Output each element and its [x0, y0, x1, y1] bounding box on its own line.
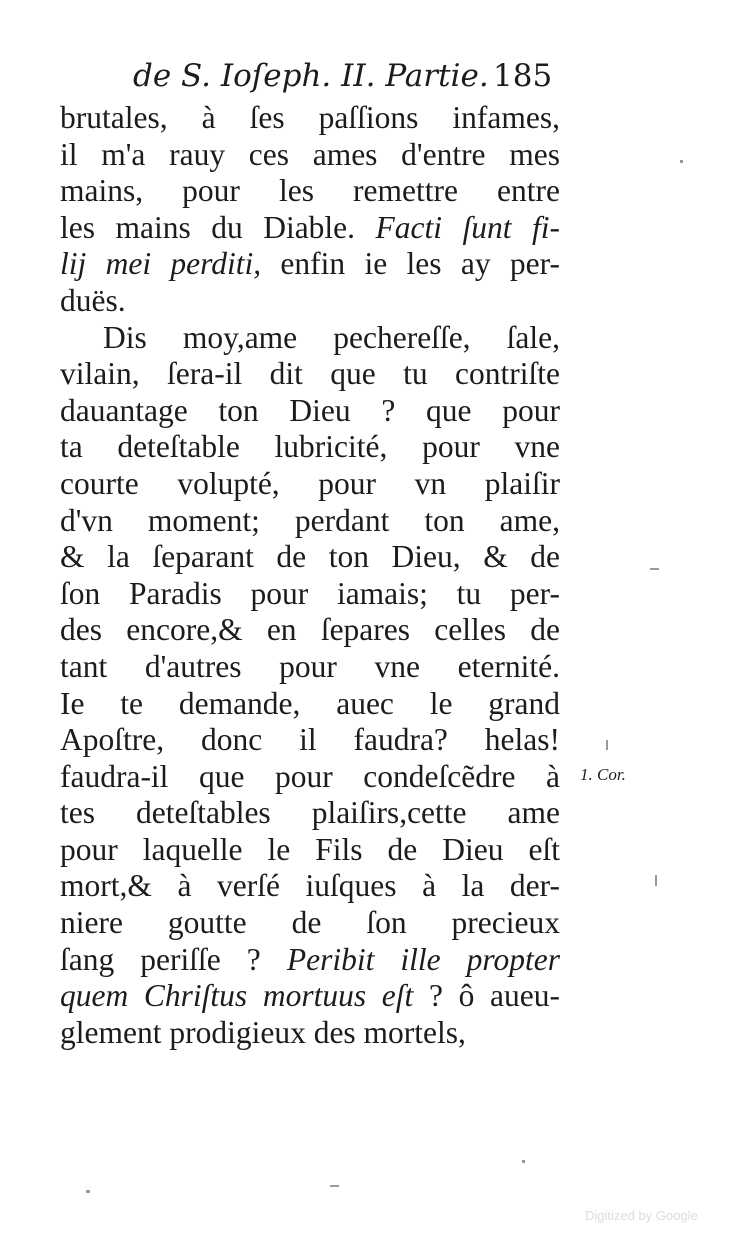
ink-speck: [680, 160, 683, 163]
text-line: [60, 283, 560, 320]
text-line: [60, 320, 560, 357]
text-segment: tes deteſtables plaiſirs,cette ame: [60, 795, 560, 831]
text-line: [60, 576, 560, 613]
text-segment: des encore,& en ſepares celles de: [60, 612, 560, 648]
text-segment: faudra-il que pour condeſcẽdre à: [60, 758, 560, 794]
text-line: [60, 649, 560, 686]
text-segment: pour laquelle le Fils de Dieu eſt: [60, 831, 560, 867]
text-line: [60, 393, 560, 430]
text-line: [60, 905, 560, 942]
text-segment: ſang periſſe ?: [60, 941, 287, 977]
text-segment: ? ô aueu-: [413, 978, 560, 1014]
text-line: [60, 246, 560, 283]
body-text: [60, 100, 560, 1051]
text-line: [60, 173, 560, 210]
text-line: [60, 356, 560, 393]
text-segment: courte volupté, pour vn plaiſir: [60, 465, 560, 501]
text-line: [60, 686, 560, 723]
text-segment: mort,& à verſé iuſques à la der-: [60, 868, 560, 904]
text-segment: & la ſeparant de ton Dieu, & de: [60, 539, 560, 575]
latin-quotation: Facti ſunt fi-: [375, 209, 560, 245]
latin-quotation: Peribit ille propter: [286, 941, 560, 977]
ink-speck: [606, 740, 608, 750]
text-segment: d'vn moment; perdant ton ame,: [60, 502, 560, 538]
text-line: [60, 868, 560, 905]
ink-speck: [330, 1185, 339, 1187]
text-line: [60, 832, 560, 869]
page-number: 185: [493, 58, 553, 94]
text-segment: il m'a rauy ces ames d'entre mes: [60, 136, 560, 172]
text-segment: duës.: [60, 282, 126, 318]
watermark: Digitized by Google: [585, 1208, 698, 1223]
text-segment: Ie te demande, auec le grand: [60, 685, 560, 721]
text-segment: brutales, à ſes paſſions infames,: [60, 100, 560, 135]
text-line: [60, 612, 560, 649]
running-header: [133, 58, 573, 94]
text-segment: les mains du Diable.: [60, 209, 376, 245]
ink-speck: [522, 1160, 525, 1163]
text-line: [60, 759, 560, 796]
text-line: [60, 942, 560, 979]
running-title: de S. Ioſeph. II. Partie.: [133, 58, 489, 94]
latin-quotation: quem Chriſtus mortuus eſt: [60, 978, 414, 1014]
text-line: [60, 210, 560, 247]
text-segment: niere goutte de ſon precieux: [60, 905, 560, 941]
text-line: [60, 978, 560, 1015]
ink-speck: [86, 1190, 90, 1193]
text-line: [60, 1015, 560, 1052]
text-segment: dauantage ton Dieu ? que pour: [60, 392, 560, 428]
text-segment: vilain, ſera-il dit que tu contriſte: [60, 356, 560, 392]
text-line: [60, 539, 560, 576]
text-line: [60, 722, 560, 759]
text-line: [60, 429, 560, 466]
latin-quotation: lij mei perditi,: [60, 246, 262, 282]
text-line: [60, 795, 560, 832]
text-line: [60, 137, 560, 174]
text-line: [60, 466, 560, 503]
text-segment: ta deteſtable lubricité, pour vne: [60, 429, 560, 465]
text-segment: enfin ie les ay per-: [261, 246, 560, 282]
text-segment: glement prodigieux des mortels,: [60, 1014, 466, 1050]
text-segment: Dis moy,ame pechereſſe, ſale,: [103, 319, 560, 355]
ink-speck: [650, 568, 659, 570]
text-line: [60, 100, 560, 137]
text-segment: mains, pour les remettre entre: [60, 173, 560, 209]
ink-speck: [655, 875, 657, 886]
text-segment: tant d'autres pour vne eternité.: [60, 648, 560, 684]
text-line: [60, 503, 560, 540]
text-segment: Apoſtre, donc il faudra? helas!: [60, 722, 560, 758]
margin-note: 1. Cor.: [580, 765, 626, 784]
text-segment: ſon Paradis pour iamais; tu per-: [60, 575, 560, 611]
